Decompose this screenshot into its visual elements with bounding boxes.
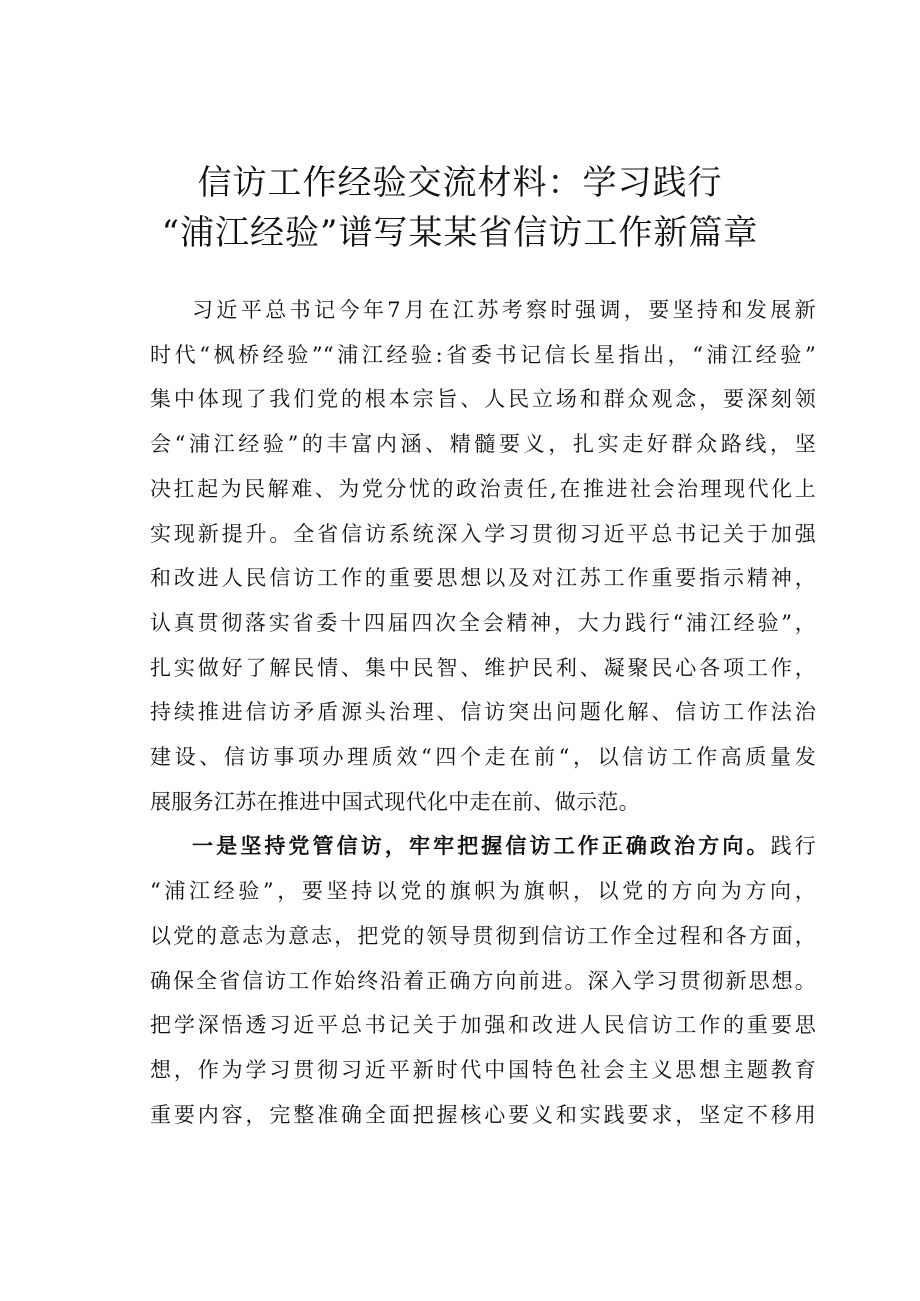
paragraph-line: 扎实做好了解民情、集中民智、维护民利、凝聚民心各项工作， xyxy=(150,655,816,680)
paragraph-line-rest: 践行 xyxy=(770,834,816,859)
paragraph-lead-heading: 一是坚持党管信访，牢牢把握信访工作正确政治方向。 xyxy=(192,833,771,859)
paragraph-line xyxy=(150,824,816,869)
paragraph-1 xyxy=(150,288,816,824)
paragraph-line: 建设、信访事项办理质效“四个走在前“，以信访工作高质量发 xyxy=(150,745,816,770)
paragraph-line: 集中体现了我们党的根本宗旨、人民立场和群众观念，要深刻领 xyxy=(150,387,816,412)
paragraph-line: 想，作为学习贯彻习近平新时代中国特色社会主义思想主题教育 xyxy=(150,1057,816,1082)
paragraph-line: 展服务江苏在推进中国式现代化中走在前、做示范。 xyxy=(150,789,640,814)
paragraph-2 xyxy=(150,824,816,1137)
paragraph-line: 确保全省信访工作始终沿着正确方向前进。深入学习贯彻新思想。 xyxy=(150,968,816,993)
title-line-2: “浦江经验”谱写某某省信访工作新篇章 xyxy=(161,213,759,253)
paragraph-line: 时代“枫桥经验”“浦江经验:省委书记信长星指出，“浦江经验” xyxy=(150,342,816,367)
paragraph-line: 把学深悟透习近平总书记关于加强和改进人民信访工作的重要思 xyxy=(150,1013,816,1038)
paragraph-line: 持续推进信访矛盾源头治理、信访突出问题化解、信访工作法治 xyxy=(150,700,816,725)
document-title xyxy=(130,158,790,258)
paragraph-line: 以党的意志为意志，把党的领导贯彻到信访工作全过程和各方面， xyxy=(150,923,816,948)
paragraph-line: 重要内容，完整准确全面把握核心要义和实践要求，坚定不移用 xyxy=(150,1102,816,1127)
title-line-1: 信访工作经验交流材料：学习践行 xyxy=(197,163,723,203)
paragraph-line: 实现新提升。全省信访系统深入学习贯彻习近平总书记关于加强 xyxy=(150,521,816,546)
paragraph-line: 决扛起为民解难、为党分忧的政治责任,在推进社会治理现代化上 xyxy=(150,476,816,501)
paragraph-line: “浦江经验”，要坚持以党的旗帜为旗帜，以党的方向为方向， xyxy=(150,879,816,904)
paragraph-line: 习近平总书记今年7月在江苏考察时强调，要坚持和发展新 xyxy=(192,298,816,322)
paragraph-line: 和改进人民信访工作的重要思想以及对江苏工作重要指示精神， xyxy=(150,566,816,591)
document-body xyxy=(150,288,816,1137)
paragraph-line: 会“浦江经验”的丰富内涵、精髓要义，扎实走好群众路线，坚 xyxy=(150,432,816,457)
paragraph-line: 认真贯彻落实省委十四届四次全会精神，大力践行“浦江经验”， xyxy=(150,610,816,635)
